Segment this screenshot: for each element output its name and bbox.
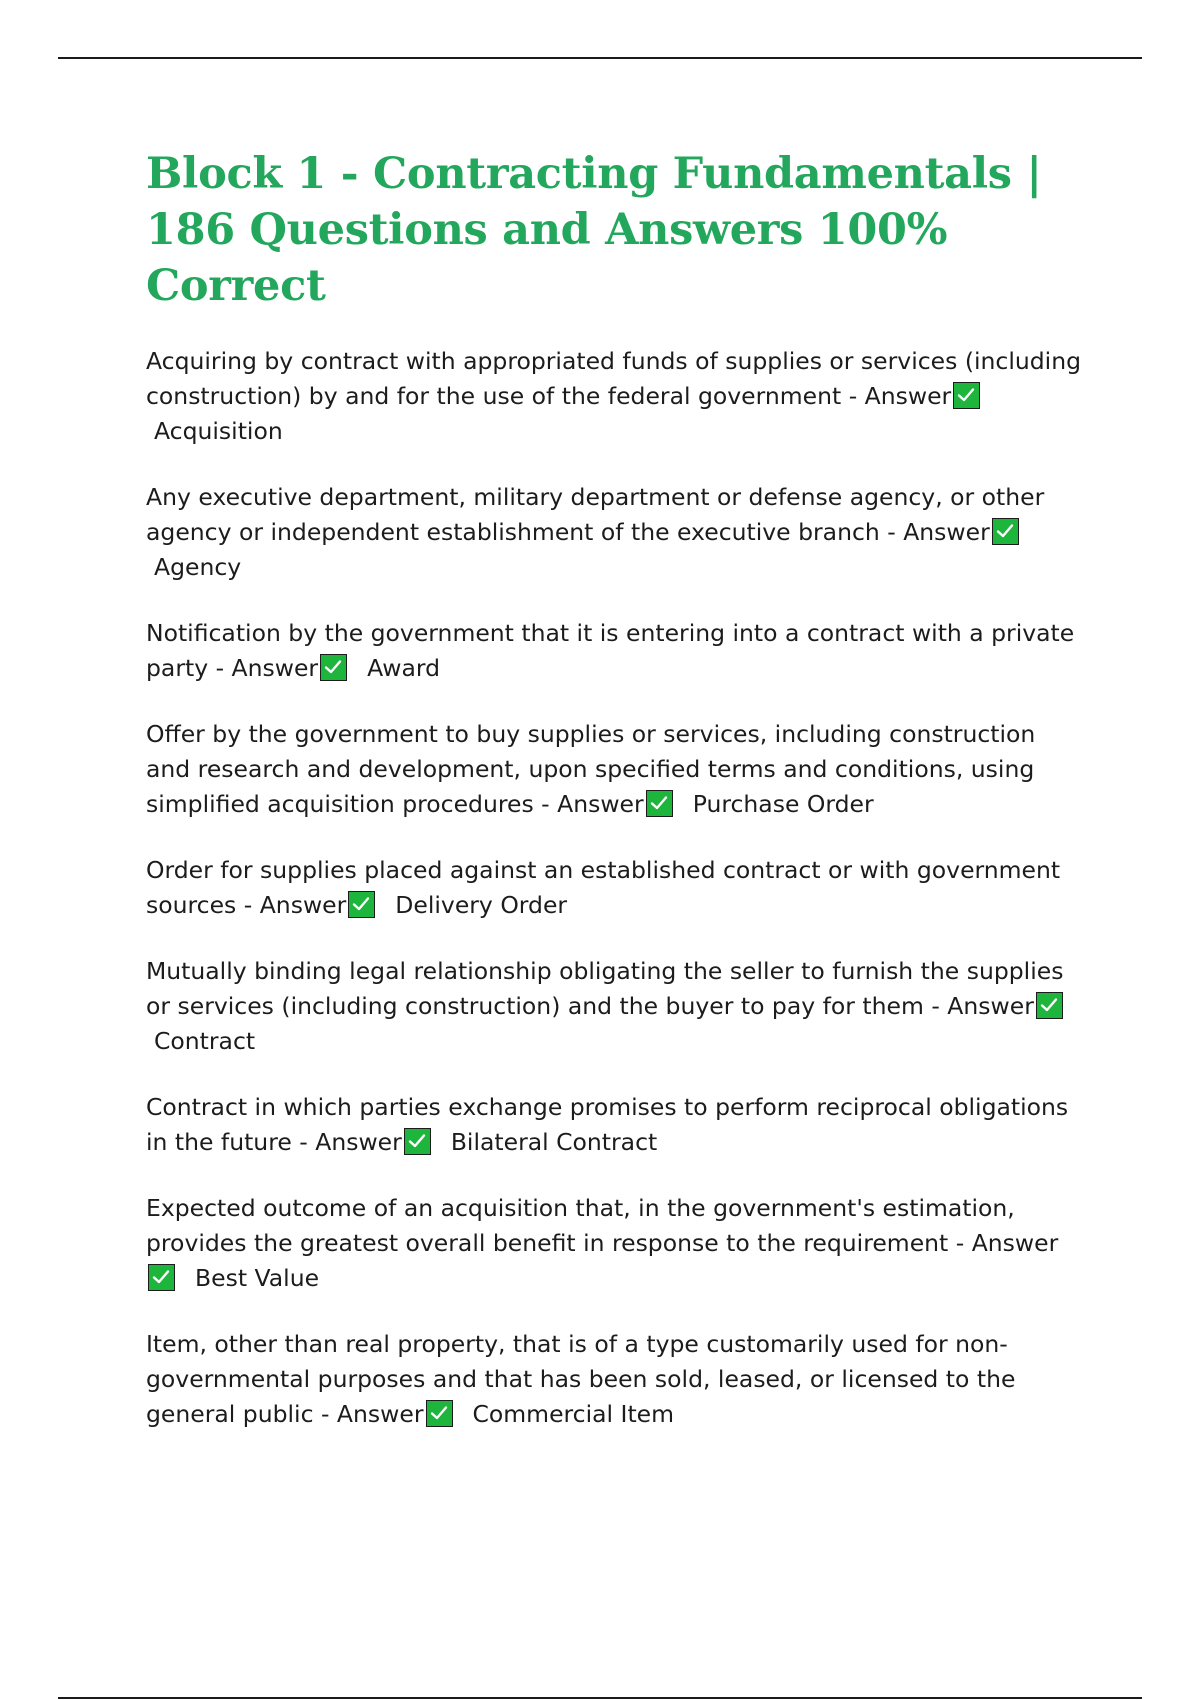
qa-item	[146, 344, 1086, 449]
question-text: Contract in which parties exchange promises to perform reciprocal obligations in the future	[146, 1093, 1069, 1156]
answer-label: - Answer	[541, 790, 644, 818]
check-box-icon	[404, 1128, 431, 1155]
question-text: Mutually binding legal relationship obligating the seller to furnish the supplies or services (including construction) and the buyer to pay for them	[146, 957, 1064, 1020]
qa-item	[146, 1191, 1086, 1296]
answer-label: - Answer	[299, 1128, 402, 1156]
qa-item	[146, 480, 1086, 585]
qa-item	[146, 954, 1086, 1059]
answer-label: - Answer	[320, 1400, 424, 1428]
check-box-icon	[1036, 992, 1063, 1019]
answer-text: Best Value	[195, 1264, 320, 1292]
question-text: Any executive department, military department or defense agency, or other agency or independent establishment of the executive branch	[146, 483, 1045, 546]
answer-text: Contract	[154, 1027, 256, 1055]
qa-item	[146, 1327, 1086, 1432]
qa-item	[146, 853, 1086, 923]
answer-text: Purchase Order	[692, 790, 874, 818]
check-box-icon	[953, 382, 980, 409]
check-box-icon	[348, 891, 375, 918]
answer-text: Agency	[154, 553, 242, 581]
qa-item	[146, 1090, 1086, 1160]
check-box-icon	[426, 1400, 453, 1427]
check-box-icon	[148, 1264, 175, 1291]
answer-text: Acquisition	[154, 417, 283, 445]
question-text: Item, other than real property, that is of a type customarily used for non-governmental purposes and that has been sold, leased, or licensed to the general public	[146, 1330, 1016, 1428]
question-text: Expected outcome of an acquisition that, in the government's estimation, provides the greatest overall benefit in response to the requirement	[146, 1194, 1015, 1257]
answer-label: - Answer	[215, 654, 319, 682]
document-title: Block 1 - Contracting Fundamentals | 186 Questions and Answers 100% Correct	[146, 149, 1042, 311]
qa-item	[146, 616, 1086, 686]
check-box-icon	[646, 790, 673, 817]
question-text: Acquiring by contract with appropriated funds of supplies or services (including construction) by and for the use of the federal government	[146, 347, 1082, 410]
answer-label: - Answer	[848, 382, 952, 410]
answer-text: Commercial Item	[472, 1400, 675, 1428]
question-text: Notification by the government that it is entering into a contract with a private party	[146, 619, 1075, 682]
question-text: Order for supplies placed against an established contract or with government sources	[146, 856, 1061, 919]
answer-text: Delivery Order	[395, 891, 568, 919]
qa-item	[146, 717, 1086, 822]
bottom-rule	[58, 1697, 1142, 1699]
answer-label: - Answer	[243, 891, 347, 919]
answer-label: - Answer	[955, 1229, 1059, 1257]
answer-label: - Answer	[931, 992, 1034, 1020]
answer-label: - Answer	[887, 518, 990, 546]
check-box-icon	[320, 654, 347, 681]
answer-text: Bilateral Contract	[450, 1128, 658, 1156]
document-body	[146, 146, 1086, 1463]
top-rule	[58, 57, 1142, 59]
qa-list	[146, 344, 1086, 1432]
check-box-icon	[992, 518, 1019, 545]
question-text: Offer by the government to buy supplies or services, including construction and research and development, upon specified terms and conditions, using simplified acquisition procedures	[146, 720, 1036, 818]
answer-text: Award	[367, 654, 441, 682]
